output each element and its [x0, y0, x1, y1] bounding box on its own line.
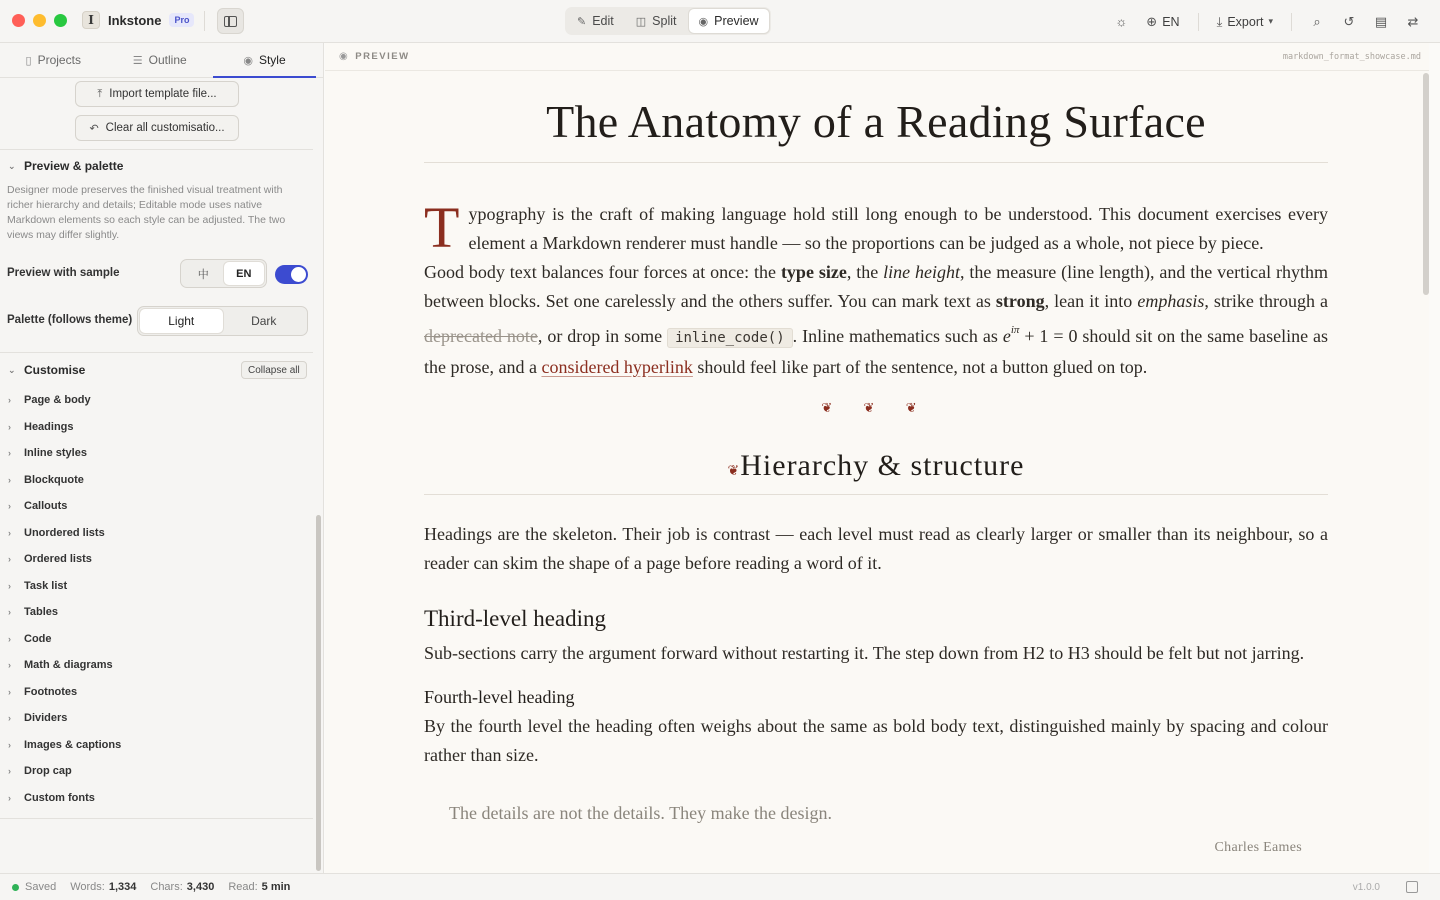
text-run: + 1 = 0 should sit on the same baseline as the prose, and a	[424, 326, 1329, 377]
preview-palette-section-toggle[interactable]	[8, 159, 123, 173]
chevron-down-icon: ▾	[1268, 16, 1273, 26]
bold-text: strong	[995, 291, 1045, 311]
read-time-label: Read:	[228, 881, 258, 893]
download-icon: ⤓	[1216, 13, 1223, 29]
chevron-right-icon: ›	[8, 660, 11, 671]
drop-cap: T	[424, 195, 460, 260]
text-run: should feel like part of the sentence, not a button glued on top.	[692, 357, 1148, 377]
italic-text: line height	[883, 262, 960, 282]
eye-icon: ◉	[339, 51, 350, 62]
doc-title: The Anatomy of a Reading Surface	[424, 95, 1328, 163]
customise-item-label: Tables	[24, 606, 59, 619]
mode-edit-button[interactable]	[567, 9, 624, 33]
math-exponent: iπ	[1010, 324, 1020, 336]
palette-selector	[137, 306, 308, 336]
preview-sample-label: Preview with sample	[7, 267, 120, 279]
customise-item[interactable]	[8, 626, 308, 653]
toolbar-right	[1108, 8, 1426, 35]
quote-attribution: Charles Eames	[1214, 840, 1302, 855]
divider	[0, 818, 313, 819]
text-run: , the measure (line length), and the vertical rhythm between blocks. Set one carelessly and the others suffer. You can mark text as	[424, 262, 1329, 311]
chevron-right-icon: ›	[8, 474, 11, 485]
zoom-window-button[interactable]	[54, 14, 67, 27]
fleuron-divider: ❦ ❦ ❦	[821, 400, 931, 415]
clear-customisations-label: Clear all customisatio...	[105, 122, 225, 134]
split-icon: ◫	[635, 15, 647, 28]
inline-code: inline_code()	[667, 328, 793, 348]
view-mode-switcher	[565, 7, 771, 35]
file-name: markdown_format_showcase.md	[1282, 51, 1421, 62]
chevron-right-icon: ›	[8, 395, 11, 406]
sun-icon: ☼	[1115, 14, 1128, 29]
customise-section-toggle[interactable]	[8, 363, 85, 377]
palette-light-option[interactable]: Light	[140, 309, 223, 333]
sample-lang-zh[interactable]: 中	[197, 268, 209, 281]
customise-item[interactable]	[8, 493, 308, 520]
body-paragraph: Headings are the skeleton. Their job is contrast — each level must read as clearly larger or smaller than its neighbour, so a reader can skim the shape of a page before reading a word of it.	[424, 524, 1328, 573]
language-label: EN	[1162, 14, 1180, 29]
chevron-right-icon: ›	[8, 607, 11, 618]
mode-split-button[interactable]	[626, 9, 687, 33]
customise-item-label: Footnotes	[24, 685, 78, 698]
heading-h4: Fourth-level heading	[424, 687, 575, 707]
search-icon: ⌕	[1313, 13, 1321, 29]
chevron-right-icon: ›	[8, 686, 11, 697]
customise-item-label: Math & diagrams	[24, 659, 113, 672]
customise-item[interactable]	[8, 440, 308, 467]
word-count	[70, 881, 136, 893]
section-title: Customise	[24, 363, 86, 377]
theme-toggle-button[interactable]	[1108, 8, 1134, 35]
text-run: , lean it into	[1044, 291, 1138, 311]
hyperlink[interactable]: considered hyperlink	[541, 357, 693, 377]
globe-icon: ⊕	[1146, 13, 1158, 29]
document-icon: ▯	[25, 54, 32, 67]
customise-item[interactable]	[8, 758, 308, 785]
customise-item-label: Code	[24, 632, 52, 645]
toggle-sidebar-button[interactable]	[217, 8, 244, 34]
customise-item[interactable]	[8, 599, 308, 626]
read-time	[228, 881, 290, 893]
divider	[0, 149, 313, 150]
sidebar-tabs	[0, 43, 323, 78]
tab-style-label: Style	[258, 53, 286, 67]
italic-text: emphasis	[1137, 291, 1205, 311]
status-bar	[0, 873, 1440, 900]
customise-item-label: Images & captions	[24, 738, 122, 751]
palette-dark-option[interactable]: Dark	[251, 314, 277, 328]
eye-icon: ◉	[243, 54, 253, 67]
preview-label	[339, 51, 410, 62]
saved-status: Saved	[25, 881, 57, 893]
strikethrough-text: deprecated note	[424, 326, 538, 346]
history-icon: ↺	[1343, 13, 1355, 29]
sidebar	[0, 43, 324, 873]
preview-scrollbar[interactable]	[1423, 73, 1429, 295]
export-label: Export	[1227, 14, 1264, 29]
divider	[0, 352, 313, 353]
customise-item[interactable]	[8, 705, 308, 732]
customise-item-label: Ordered lists	[24, 553, 92, 566]
word-count-value: 1,334	[108, 881, 137, 893]
toolbar-divider	[204, 11, 205, 31]
customise-list	[8, 387, 308, 811]
text-run: , the	[846, 262, 884, 282]
app-version: v1.0.0	[1352, 882, 1380, 893]
customise-item[interactable]	[8, 652, 308, 679]
customise-item[interactable]	[8, 546, 308, 573]
app-name: Inkstone	[108, 12, 162, 28]
text-run: Good body text balances four forces at once: the	[424, 262, 781, 282]
clear-customisations-button[interactable]	[75, 115, 239, 141]
mode-preview-button[interactable]	[689, 9, 769, 33]
blockquote: The details are not the details. They make the design.	[449, 803, 833, 823]
heading-h2	[424, 449, 1328, 495]
pencil-icon: ✎	[577, 15, 587, 28]
toolbar-divider	[1291, 13, 1292, 31]
mode-split-label: Split	[652, 14, 677, 28]
preview-label-text: PREVIEW	[355, 51, 410, 62]
preview-pane	[325, 43, 1429, 873]
chevron-right-icon: ›	[8, 421, 11, 432]
customise-item-label: Callouts	[24, 500, 68, 513]
customise-item-label: Blockquote	[24, 473, 84, 486]
mode-edit-label: Edit	[592, 14, 614, 28]
bold-text: type size	[780, 262, 847, 282]
customise-item-label: Inline styles	[24, 447, 87, 460]
lead-paragraph	[424, 195, 1328, 260]
close-window-button[interactable]	[12, 14, 25, 27]
lead-text: ypography is the craft of making language hold still long enough to be understood. This document exercises every element a Markdown renderer must handle — so the proportions can be judged as a whole, not piece by piece.	[468, 204, 1328, 253]
fleuron-icon: ❦	[727, 464, 741, 479]
heading-h3: Third-level heading	[424, 606, 607, 631]
tab-projects[interactable]	[0, 43, 107, 77]
preview-sample-toggle[interactable]	[275, 265, 308, 284]
export-button[interactable]	[1211, 8, 1279, 35]
upload-icon: ⤒	[97, 87, 103, 100]
sidebar-scrollbar[interactable]	[316, 515, 321, 871]
customise-item-label: Custom fonts	[24, 791, 95, 804]
undo-icon: ↶	[89, 122, 99, 135]
comments-button[interactable]	[1368, 8, 1394, 35]
customise-item-label: Headings	[24, 420, 74, 433]
chevron-right-icon: ›	[8, 448, 11, 459]
char-count	[150, 881, 214, 893]
title-bar	[0, 0, 1440, 43]
chevron-right-icon: ›	[8, 792, 11, 803]
tab-outline-label: Outline	[148, 53, 187, 67]
document-body	[424, 73, 1328, 856]
customise-item[interactable]	[8, 387, 308, 414]
minimize-window-button[interactable]	[33, 14, 46, 27]
customise-item[interactable]	[8, 467, 308, 494]
sample-language-selector	[180, 259, 267, 288]
focus-mode-icon[interactable]	[1406, 881, 1418, 893]
math-base: e	[1002, 326, 1011, 346]
customise-item-label: Unordered lists	[24, 526, 105, 539]
chevron-down-icon: ⌄	[8, 160, 16, 171]
history-button[interactable]	[1336, 8, 1362, 35]
customise-item-label: Drop cap	[24, 765, 72, 778]
mode-preview-label: Preview	[714, 14, 759, 28]
palette-label: Palette (follows theme)	[7, 314, 133, 326]
body-paragraph	[424, 258, 1328, 382]
preview-description: Designer mode preserves the finished visual treatment with richer hierarchy and details; Editable mode uses native Markdown elements so each style can be adjusted. The two views may differ slightly.	[7, 184, 286, 241]
heading-h2-text: Hierarchy & structure	[740, 449, 1025, 482]
import-template-button[interactable]	[75, 81, 239, 107]
read-time-value: 5 min	[261, 881, 291, 893]
customise-item[interactable]	[8, 573, 308, 600]
sample-lang-en[interactable]: EN	[224, 262, 265, 285]
import-template-label: Import template file...	[109, 88, 217, 100]
swap-arrows-icon: ⇄	[1407, 13, 1419, 29]
chevron-right-icon: ›	[8, 766, 11, 777]
search-button[interactable]	[1304, 8, 1330, 35]
word-count-label: Words:	[70, 881, 105, 893]
customise-item-label: Page & body	[24, 394, 91, 407]
chevron-right-icon: ›	[8, 713, 11, 724]
customise-item[interactable]	[8, 785, 308, 812]
body-paragraph: By the fourth level the heading often weighs about the same as bold body text, distinguished mainly by spacing and colour rather than size.	[424, 716, 1328, 765]
tab-style[interactable]	[213, 43, 316, 77]
body-paragraph: Sub-sections carry the argument forward without restarting it. The step down from H2 to H3 should be felt but not jarring.	[424, 643, 1305, 663]
app-logo-icon: I	[82, 11, 100, 29]
customise-item[interactable]	[8, 732, 308, 759]
chevron-right-icon: ›	[8, 580, 11, 591]
collapse-all-button[interactable]: Collapse all	[241, 361, 307, 379]
pro-badge: Pro	[169, 13, 194, 27]
chevron-down-icon: ⌄	[8, 364, 16, 375]
list-icon: ☰	[132, 54, 143, 67]
chevron-right-icon: ›	[8, 633, 11, 644]
text-run: , or drop in some	[537, 326, 668, 346]
window-controls	[12, 14, 67, 27]
message-icon: ▤	[1374, 13, 1388, 29]
customise-item[interactable]	[8, 679, 308, 706]
swap-button[interactable]	[1400, 8, 1426, 35]
chevron-right-icon: ›	[8, 554, 11, 565]
customise-item[interactable]	[8, 520, 308, 547]
customise-item[interactable]	[8, 414, 308, 441]
chevron-right-icon: ›	[8, 739, 11, 750]
section-title: Preview & palette	[24, 159, 124, 173]
saved-indicator-icon	[12, 884, 19, 891]
preview-header	[325, 43, 1429, 71]
tab-projects-label: Projects	[37, 53, 81, 67]
char-count-value: 3,430	[186, 881, 215, 893]
sidebar-icon	[224, 16, 237, 27]
app-brand	[82, 11, 194, 29]
language-button[interactable]	[1140, 8, 1185, 35]
chevron-right-icon: ›	[8, 501, 11, 512]
customise-item-label: Dividers	[24, 712, 68, 725]
text-run: , strike through a	[1204, 291, 1328, 311]
chevron-right-icon: ›	[8, 527, 11, 538]
customise-item-label: Task list	[24, 579, 68, 592]
toolbar-divider	[1198, 13, 1199, 31]
char-count-label: Chars:	[150, 881, 183, 893]
eye-icon: ◉	[698, 15, 709, 28]
text-run: . Inline mathematics such as	[792, 326, 1003, 346]
tab-outline[interactable]	[107, 43, 214, 77]
